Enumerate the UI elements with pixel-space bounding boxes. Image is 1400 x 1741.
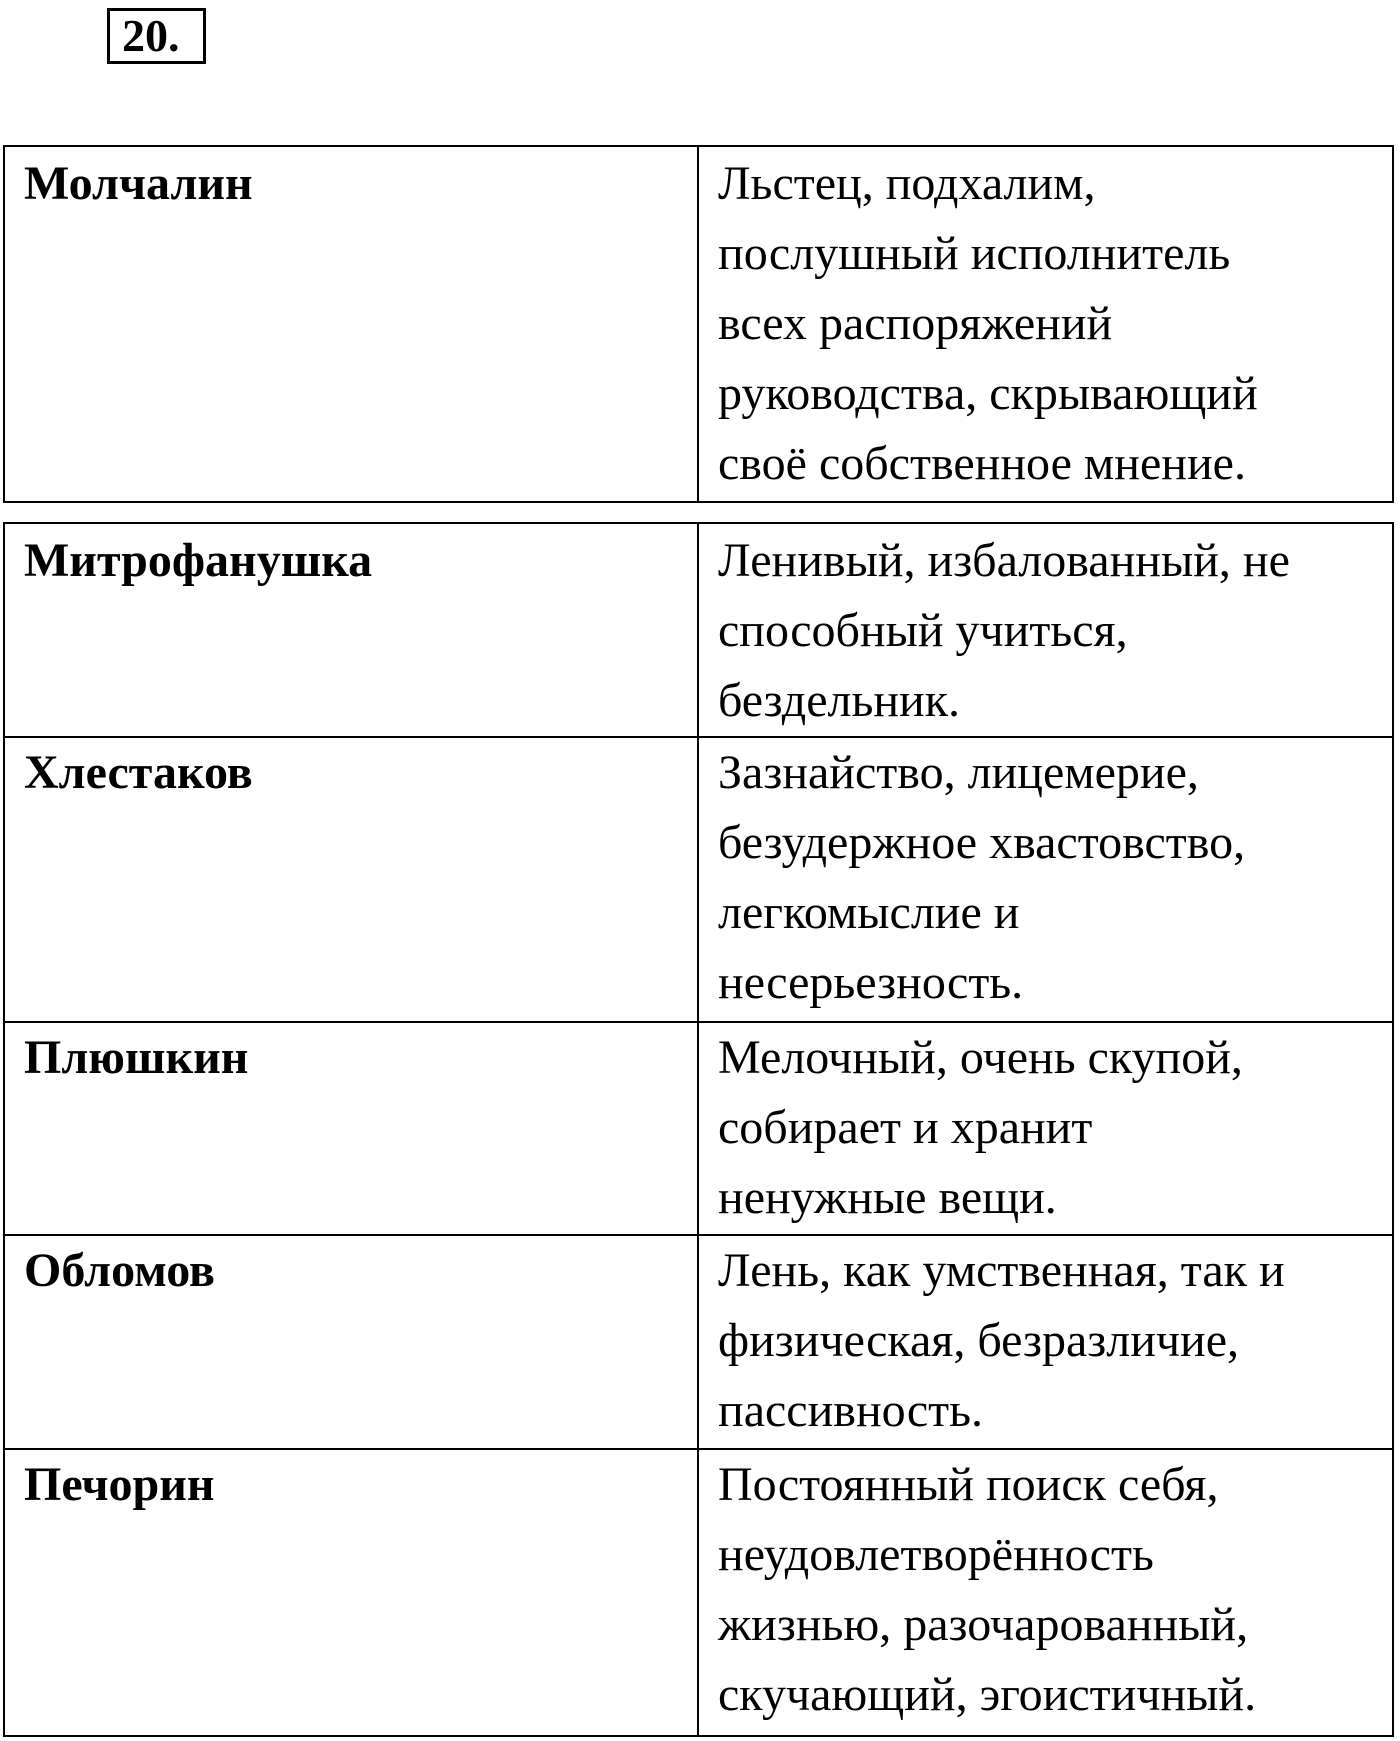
description-line: физическая, безразличие, (718, 1314, 1240, 1367)
character-name: Митрофанушка (4, 523, 698, 737)
description-line: Льстец, подхалим, (718, 157, 1096, 210)
description-line: скучающий, эгоистичный. (718, 1668, 1257, 1721)
character-name: Обломов (4, 1235, 698, 1449)
character-name: Молчалин (4, 146, 698, 502)
description-line: бездельник. (718, 674, 961, 727)
description-line: собирает и хранит (718, 1101, 1093, 1154)
character-name: Печорин (4, 1449, 698, 1736)
table-row (4, 523, 1393, 737)
table-row (4, 1449, 1393, 1736)
description-line: Зазнайство, лицемерие, (718, 746, 1199, 799)
character-description (698, 737, 1393, 1022)
description-line: Лень, как умственная, так и (718, 1244, 1285, 1297)
character-description (698, 146, 1393, 502)
description-line: Мелочный, очень скупой, (718, 1031, 1243, 1084)
character-name: Плюшкин (4, 1022, 698, 1235)
table-row (4, 146, 1393, 502)
description-line: ненужные вещи. (718, 1171, 1057, 1224)
description-line: несерьезность. (718, 956, 1024, 1009)
description-line: своё собственное мнение. (718, 437, 1246, 490)
table-row (4, 1022, 1393, 1235)
description-line: способный учиться, (718, 604, 1128, 657)
character-description (698, 523, 1393, 737)
table-row (4, 737, 1393, 1022)
description-line: Постоянный поиск себя, (718, 1458, 1219, 1511)
description-line: Ленивый, избалованный, не (718, 534, 1290, 587)
characters-table-top (3, 145, 1394, 503)
description-line: всех распоряжений (718, 297, 1113, 350)
table-row (4, 1235, 1393, 1449)
description-line: послушный исполнитель (718, 227, 1231, 280)
description-line: пассивность. (718, 1384, 984, 1437)
description-line: неудовлетворённость (718, 1528, 1154, 1581)
characters-table-bottom (3, 522, 1394, 1737)
task-number: 20. (107, 8, 206, 64)
character-description (698, 1022, 1393, 1235)
description-line: безудержное хвастовство, (718, 816, 1246, 869)
description-line: руководства, скрывающий (718, 367, 1258, 420)
character-name: Хлестаков (4, 737, 698, 1022)
description-line: жизнью, разочарованный, (718, 1598, 1249, 1651)
character-description (698, 1235, 1393, 1449)
description-line: легкомыслие и (718, 886, 1020, 939)
character-description (698, 1449, 1393, 1736)
